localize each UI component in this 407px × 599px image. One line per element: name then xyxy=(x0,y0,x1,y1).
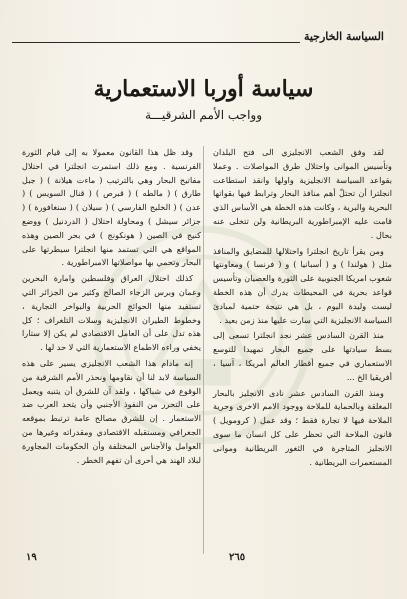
paragraph: إنه مادام هذا الشعب الانجليزي يسير على هذه السياسة لابد لنا أن نقاومها ونحذر الأمم الشرقية من الوقوع في شباكها ، ولقد آن للشرق أن يتنبه ويعمل على التحرر من النفوذ الأجنبي وأن يتحد العرب ضد الاستعمار . إن للشرق مصالح عامة ترتبط بموقعه الجغرافي ومستقبله الاقتصادي ومقدراته وغيرها من العوامل والأجناس المختلفة وأن الحكومات المجاورة لبلاد الهند هي أحرى أن تفهم الخطر . xyxy=(22,357,201,465)
column-divider xyxy=(203,146,204,554)
paragraph: منذ القرن السادس عشر نجد انجلترا تسعى إلى بسط سيادتها على جميع البحار تمهيدا للتوسع الاستعماري في جميع أقطار العالم أمريكا ، آسيا ، أفريقيا الخ ... xyxy=(213,330,392,382)
page-number-right: ٢٦٥ xyxy=(229,552,246,563)
article-title: سياسة أوربا الاستعمارية xyxy=(93,76,314,102)
article-subtitle: وواجب الأمم الشرقيـــة xyxy=(145,108,262,122)
paragraph: ومنذ القرن السادس عشر نادى الانجليز بالبحار المغلقة وبالحماية للملاحة ووجود الامم الاخرى وحرية الملاحة فيها لا تجارة فقط ؛ وقد عمل ( كرومويل ) قانون الملاحة التي تحظر على كل انسان ما سوى الانجليز المتاجرة في الثغور البريطانية وموانى المستعمرات البريطانية . xyxy=(213,387,392,467)
left-text-column xyxy=(22,146,201,469)
paragraph: ومن يقرأ تاريخ انجلترا واحتلالها للمضايق والمنافذ مثل ( هولندا ) و ( أسبانيا ) و ( فرنسا ) ومعاونتها شعوب امريكا الجنوبية على الثورة والعصيان وتأسيس قواعد بحرية في المحيطات يدرك أن هذه الخطة ليست وليدة اليوم ، بل هي نتيجة حتمية لمبادئ السياسة الانجليزية التي سارت عليها منذ زمن بعيد . xyxy=(213,245,392,325)
paragraph: كذلك احتلال العراق وفلسطين وامارة البحرين وعمان وبرس الزجاء الصالح وكثير من الجزائر التي تستفيد منها الحوائج الحربية والبواخر التجارية ، وخطوط الطيران الانجليزية وسلات التلغراف ؛ كل هذه تدل على أن العامل الاقتصادي لم يكن إلا ستارا يخفي وراءه الاطماع الاستعمارية التي لا حد لها . xyxy=(22,273,201,353)
page-number-left: ١٩ xyxy=(26,552,37,563)
paragraph: وقد ظل هذا القانون معمولا به إلى قيام الثورة الفرنسية . ومع ذلك استمرت انجلترا في احتلال مفاتيح البحار وهي بالترتيب ( ماءت هيلانة ) ( جبل طارق ) ( مالطه ) ( قبرص ) ( قنال السويس ) ( عدن ) ( الخليج الفارسي ) ( سيلان ) ( سنغافورة ) ( جزائر سيشل ) ومحاولة احتلال ( الدردنيل ) ووضع كنيج في الصين ( هونكونج ) في بحر الصين وهذه المواقع هي التي تستمد منها انجلترا سيطرتها على البحار وتحمي بها مواصلاتها الامبراطورية . xyxy=(22,147,201,268)
section-header: السياسة الخارجية xyxy=(300,30,388,43)
right-text-column xyxy=(213,146,392,471)
paragraph: لقد وفق الشعب الانجليزي الى فتح البلدان وتأسيس الموانى واحتلال طرق المواصلات . وعملا بقواعد السياسة الانجليزية واولها وانقد استطاعت انجلترا أن تحتلّ أهم منافذ البحار وترابط فيها بقواتها البحرية والبرية ، وكانت هذه الخطة هي الأساس الذي قامت عليه الإمبراطورية البريطانية ولن تتخلى عنه بحال . xyxy=(213,147,392,240)
